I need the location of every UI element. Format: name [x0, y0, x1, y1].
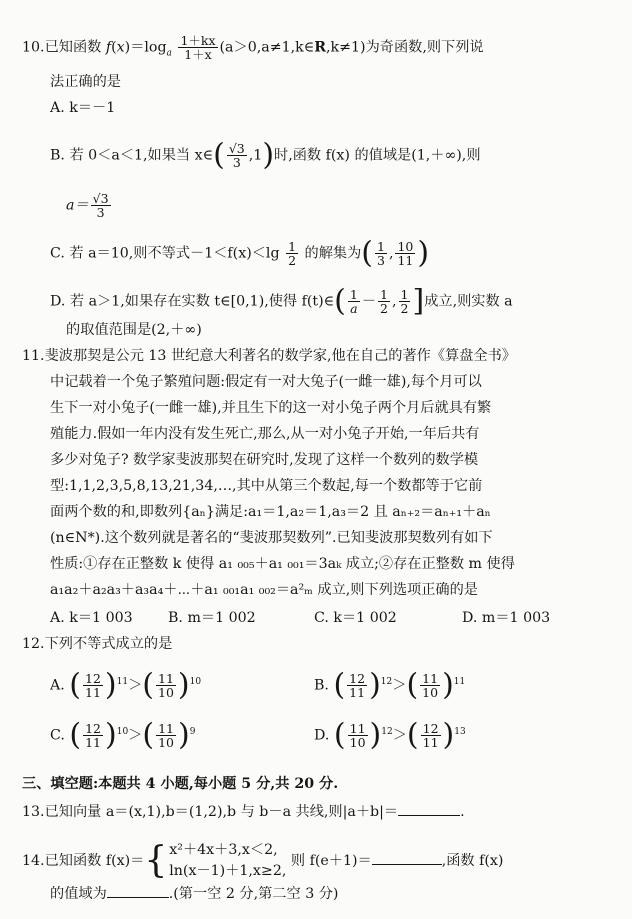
q10-option-d-line2: 的取值范围是(2,＋∞) — [66, 322, 202, 338]
q10-option-d-line1: D. 若 a＞1,如果存在实数 t∈[0,1),使得 f(t)∈( $\frac{1}{a}$ － $\frac{1}{2}$ , $\frac{1}{2}$ ]成立,则实数 a — [50, 283, 513, 319]
q12-c-d1: 11 — [85, 735, 101, 751]
q10-frac-den: 1＋x — [184, 47, 212, 63]
q14-range-label: 的值域为 — [50, 886, 107, 902]
q11-line5: 多少对兔子? 数学家斐波那契在研究时,发现了这样一个数列的数学模 — [50, 452, 479, 468]
q12-b-lp2: ( — [406, 667, 419, 703]
q10-b2-frac — [91, 192, 111, 219]
q14-cases — [169, 840, 286, 882]
q11-line2: 中记载着一个兔子繁殖问题:假定有一对大兔子(一雌一雄),每个月可以 — [50, 374, 482, 390]
q12-d-n1: 11 — [349, 721, 366, 737]
q11-line8: (n∈N*).这个数列就是著名的“斐波那契数列”.已知斐波那契数列有如下 — [50, 530, 493, 546]
q11-line10: a₁a₂＋a₂a₃＋a₃a₄＋⋯＋a₁ ₀₀₁a₁ ₀₀₂＝a²ₘ 成立,则下列选项正确的是 — [50, 582, 478, 598]
q12-b-rp1: ) — [369, 667, 381, 703]
q12-b-n2: 11 — [422, 671, 439, 687]
q13-body: a＝(x,1),b＝(1,2),b 与 b－a 共线,则|a＋b|＝ — [105, 804, 399, 820]
q14-answer-blank-1[interactable] — [372, 864, 442, 865]
q10-log: )＝log — [124, 39, 167, 56]
q12-b-e1: 12 — [380, 677, 393, 687]
q12-c-f2 — [156, 722, 176, 749]
q12-a-e2: 10 — [189, 677, 202, 687]
q12-a-label: A. — [50, 677, 65, 694]
q10-b-lparen: ( — [213, 137, 225, 173]
q11-line3: 生下一对小兔子(一雌一雄),并且生下的这一对小兔子两个月后就具有繁 — [50, 400, 492, 416]
q12-option-a — [50, 667, 202, 703]
q13-end: . — [460, 804, 465, 820]
q12-option-d — [314, 717, 466, 753]
q12-c-label: C. — [50, 727, 65, 744]
q10-d-text: D. 若 a＞1,如果存在实数 t∈[0,1),使得 f(t)∈ — [50, 293, 335, 310]
q11-line6: 型:1,1,2,3,5,8,13,21,34,…,其中从第三个数起,每一个数都等于它前 — [50, 478, 483, 494]
q10-b-tail: 时,函数 f(x) 的值域是(1,＋∞),则 — [274, 147, 481, 164]
q12-c-f1 — [83, 722, 103, 749]
q10-c-rparen: ) — [417, 235, 430, 271]
q10-option-c: C. 若 a＝10,则不等式－1＜f(x)＜lg $\frac{1}{2}$ 的解集为( $\frac{1}{3}$ , $\frac{10}{11}$ ) — [50, 235, 430, 271]
q12-b-rp2: ) — [442, 667, 454, 703]
q12-d-lp1: ( — [333, 717, 346, 753]
q10-c-f1-den: 3 — [377, 253, 385, 269]
q10-d-lparen: ( — [334, 283, 346, 319]
q12-c-rp2: ) — [178, 717, 190, 753]
q10-b-den: 3 — [232, 155, 241, 171]
q11-option-a: A. k＝1 003 — [50, 610, 133, 626]
q12-d-n2: 12 — [422, 721, 439, 737]
q10-d-f2-den: 2 — [380, 301, 388, 317]
q10-c-mid: 的解集为 — [300, 245, 362, 262]
q14-line2 — [50, 884, 338, 904]
q12-d-op: ＞ — [392, 727, 407, 744]
q14-intro: 14.已知函数 f(x)＝ — [22, 853, 145, 869]
q10-b-one: ,1 — [248, 147, 263, 164]
q12-c-e2: 9 — [189, 727, 196, 737]
q10-b-rparen: ) — [262, 137, 275, 173]
q12-c-lp1: ( — [69, 717, 82, 753]
q10-frac-num: 1＋kx — [180, 33, 216, 48]
q12-option-c — [50, 717, 196, 753]
q12-a-d1: 11 — [85, 685, 101, 701]
q10-c-half — [286, 240, 298, 267]
q12-b-d1: 11 — [349, 685, 366, 701]
q12-c-n2: 11 — [158, 721, 174, 737]
q12-a-f1 — [83, 672, 103, 699]
q12-a-n2: 11 — [158, 671, 174, 687]
q12-c-rp1: ) — [105, 717, 117, 753]
q10-R: R — [314, 39, 327, 56]
q12-b-lp1: ( — [333, 667, 346, 703]
q10-d-f1 — [348, 288, 360, 315]
q12-a-op: ＞ — [128, 677, 143, 694]
q11-option-d: D. m＝1 003 — [462, 610, 551, 626]
q12-a-lp2: ( — [142, 667, 154, 703]
q12-c-n1: 12 — [85, 721, 101, 737]
q14-line1 — [22, 840, 503, 882]
q14-answer-blank-2[interactable] — [107, 897, 169, 898]
q12-a-d2: 10 — [158, 685, 174, 701]
q10-c-half-num: 1 — [288, 239, 297, 254]
q10-c-f1 — [375, 240, 387, 267]
q10-stem-line2: 法正确的是 — [50, 74, 121, 90]
q12-b-op: ＞ — [392, 677, 407, 694]
q10-d-rbracket: ] — [412, 283, 425, 319]
q14-case1: x²＋4x＋3,x＜2, — [169, 842, 278, 858]
q10-d-tail: 成立,则实数 a — [424, 293, 513, 310]
q12-a-rp2: ) — [177, 667, 190, 703]
q10-d-f1-den: a — [350, 301, 358, 317]
q12-option-b — [314, 667, 466, 703]
q10-intro: 10.已知函数 — [22, 39, 106, 56]
q12-d-e1: 12 — [381, 727, 393, 737]
q12-c-lp2: ( — [142, 717, 155, 753]
q10-c-text: C. 若 a＝10,则不等式－1＜f(x)＜lg — [50, 245, 285, 262]
q10-conditions-end: ,k≠1)为奇函数,则下列说 — [326, 39, 484, 56]
q10-f: f — [105, 39, 112, 56]
q10-log-base: a — [166, 48, 172, 59]
q12-b-f2 — [420, 672, 440, 699]
section-three-heading: 三、填空题:本题共 4 小题,每小题 5 分,共 20 分. — [22, 776, 339, 792]
q10-c-f2-num: 10 — [397, 239, 414, 254]
q12-a-rp1: ) — [104, 667, 117, 703]
q12-b-n1: 12 — [349, 671, 366, 687]
q10-option-b-line2 — [66, 192, 113, 219]
q12-b-label: B. — [314, 677, 329, 694]
q12-d-f2 — [421, 722, 441, 749]
q11-line9: 性质:①存在正整数 k 使得 a₁ ₀₀₅＋a₁ ₀₀₁＝3aₖ 成立;②存在正整数 m 使得 — [50, 556, 515, 572]
q14-f-tail: ,函数 f(x) — [441, 853, 504, 869]
q10-d-f2 — [378, 288, 390, 315]
q10-x: x — [116, 39, 125, 56]
q13-answer-blank[interactable] — [398, 815, 460, 816]
q10-fraction — [178, 34, 217, 61]
q10-d-f3-den: 2 — [400, 301, 409, 317]
q12-b-e2: 11 — [453, 677, 466, 687]
q10-c-f2-den: 11 — [397, 253, 414, 269]
q10-c-lparen: ( — [361, 235, 374, 271]
q10-c-f1-num: 1 — [377, 239, 385, 254]
q11-option-c: C. k＝1 002 — [314, 610, 397, 626]
q12-d-rp2: ) — [442, 717, 455, 753]
q10-d-f3-num: 1 — [400, 287, 409, 302]
q12-a-e1: 11 — [116, 677, 129, 687]
q14-scoring-note: .(第一空 2 分,第二空 3 分) — [168, 886, 339, 902]
q12-d-lp2: ( — [406, 717, 419, 753]
q10-option-a: A. k＝－1 — [50, 100, 116, 116]
q10-d-f1-num: 1 — [349, 287, 358, 302]
q10-b-text: B. 若 0＜a＜1,如果当 x∈ — [50, 147, 214, 164]
q12-a-n1: 12 — [85, 671, 101, 687]
q12-d-d1: 10 — [349, 735, 366, 751]
q12-d-d2: 11 — [422, 735, 439, 751]
q11-line7: 面两个数的和,即数列{aₙ}满足:a₁＝1,a₂＝1,a₃＝2 且 aₙ₊₂＝aₙ₊₁＋aₙ — [50, 504, 491, 520]
q10-c-half-den: 2 — [288, 253, 297, 269]
q10-conditions: (a＞0,a≠1,k∈ — [219, 39, 315, 56]
q11-line4: 殖能力.假如一年内没有发生死亡,那么,从一对小兔子开始,一年后共有 — [50, 426, 480, 442]
q12-b-d2: 10 — [422, 685, 439, 701]
q12-d-label: D. — [314, 727, 330, 744]
q10-c-f2 — [395, 240, 415, 267]
q13-intro: 13.已知向量 — [22, 804, 106, 820]
q10-option-b-line1 — [50, 137, 481, 173]
q10-d-minus: － — [361, 293, 377, 310]
q10-paren: ( — [111, 39, 117, 56]
q14-brace: { — [144, 840, 168, 881]
q12-d-f1 — [348, 722, 368, 749]
q12-c-e1: 10 — [116, 727, 129, 737]
q14-f-e1: 则 f(e＋1)＝ — [290, 853, 372, 869]
q10-b2-den: 3 — [96, 205, 105, 221]
q11-line1: 11.斐波那契是公元 13 世纪意大利著名的数学家,他在自己的著作《算盘全书》 — [22, 348, 516, 364]
q12-a-f2 — [156, 672, 176, 699]
q10-b-frac — [227, 142, 247, 169]
q12-d-e2: 13 — [454, 727, 466, 737]
q12-c-op: ＞ — [128, 727, 143, 744]
q10-d-f2-num: 1 — [380, 287, 388, 302]
q10-b2-a: a＝ — [66, 197, 89, 214]
q10-b2-num: √3 — [92, 191, 109, 206]
q10-d-f3 — [399, 288, 411, 315]
q10-b-num: √3 — [228, 141, 245, 156]
q12-stem: 12.下列不等式成立的是 — [22, 636, 173, 652]
q12-d-rp1: ) — [369, 717, 382, 753]
q11-option-b: B. m＝1 002 — [168, 610, 256, 626]
q10-stem-line1 — [22, 34, 484, 63]
q12-c-d2: 10 — [158, 735, 174, 751]
q13 — [22, 802, 465, 822]
q14-case2: ln(x－1)＋1,x≥2, — [169, 863, 287, 879]
q12-a-lp1: ( — [69, 667, 81, 703]
q12-b-f1 — [347, 672, 367, 699]
